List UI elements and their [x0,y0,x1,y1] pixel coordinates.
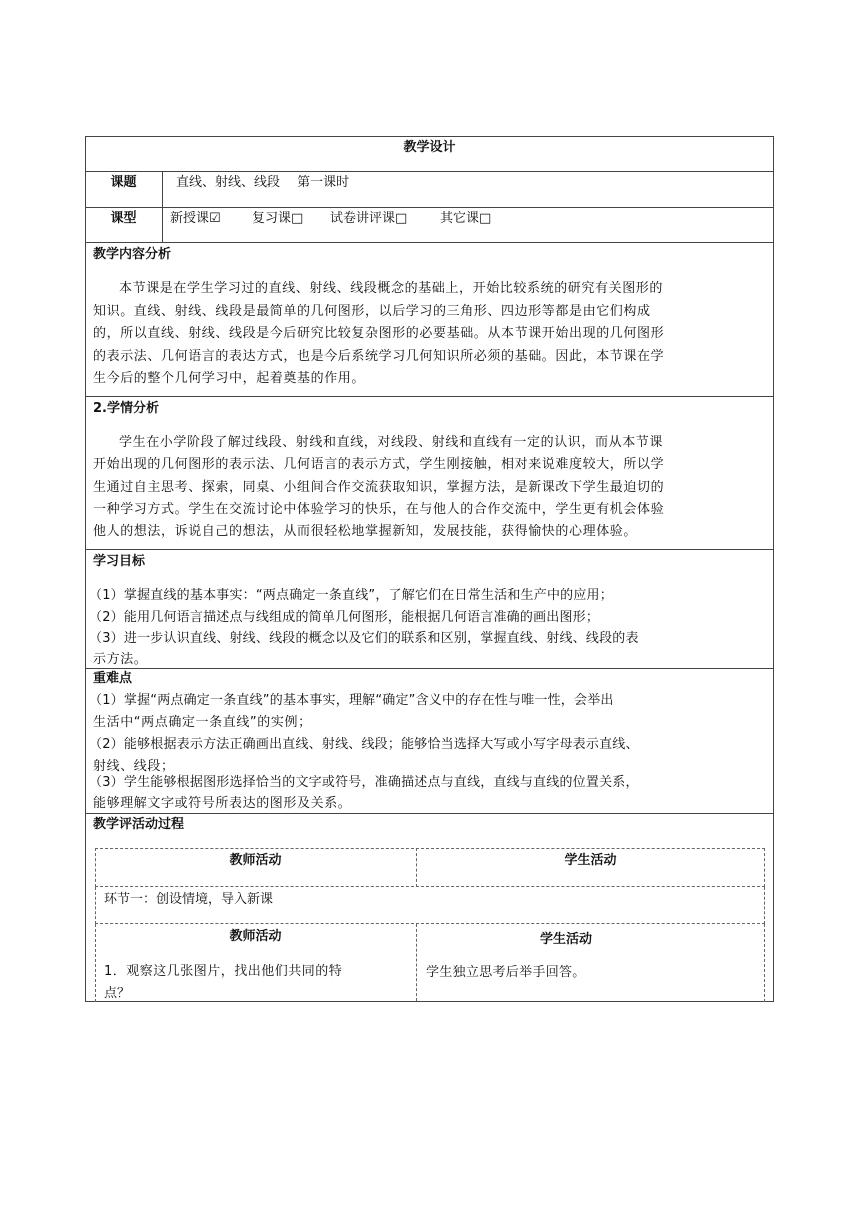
lesson-type-option: 试卷讲评课□ [330,211,408,226]
teacher-activity-header: 教师活动 [229,929,282,944]
teacher-activity-item: 点？ [104,986,131,1001]
objective-line: （2）能用几何语言描述点与线组成的简单几何图形，能根据几何语言准确的画出图形； [89,610,600,625]
section-heading-content-analysis: 教学内容分析 [93,247,172,262]
paragraph-line: 知识。直线、射线、线段是最简单的几何图形，以后学习的三角形、四边形等都是由它们构成 [93,304,651,319]
key-point-line: （3）学生能够根据图形选择恰当的文字或符号，准确描述点与直线，直线与直线的位置关系， [89,775,639,790]
paragraph-line: 开始出现的几何图形的表示法、几何语言的表示方式，学生刚接触，相对来说难度较大，所以学 [93,457,665,472]
paragraph-line: 的，所以直线、射线、线段是今后研究比较复杂图形的必要基础。从本节课开始出现的几何图形 [93,326,665,341]
step-one-label: 环节一：创设情境，导入新课 [104,892,274,907]
paragraph-line: 本节课是在学生学习过的直线、射线、线段概念的基础上，开始比较系统的研究有关图形的 [119,281,664,296]
row-divider [85,668,774,669]
paragraph-line: 生通过自主思考、探索，同桌、小组间合作交流获取知识，掌握方法，是新课改下学生最迫切的 [93,480,665,495]
section-heading-student-analysis: 2.学情分析 [93,401,159,416]
topic-label: 课题 [110,175,137,190]
objective-line: （1）掌握直线的基本事实：“两点确定一条直线”，了解它们在日常生活和生产中的应用； [89,588,613,603]
objective-line: （3）进一步认识直线、射线、线段的概念以及它们的联系和区别，掌握直线、射线、线段的表 [89,631,639,646]
student-activity-header: 学生活动 [564,853,617,868]
key-point-line: （1）掌握“两点确定一条直线”的基本事实，理解“确定”含义中的存在性与唯一性，会举出 [89,693,614,708]
paragraph-line: 生今后的整个几何学习中，起着奠基的作用。 [93,371,366,386]
student-activity-item: 学生独立思考后举手回答。 [426,965,586,980]
paragraph-line: 他人的想法，诉说自己的想法，从而很轻松地掌握新知，发展技能，获得愉快的心理体验。 [93,524,638,539]
lesson-type-label: 课型 [110,211,137,226]
section-heading-key-points: 重难点 [93,671,133,686]
key-point-line: 能够理解文字或符号所表达的图形及关系。 [93,796,352,811]
lesson-type-option: 其它课□ [440,211,492,226]
teacher-activity-item: 1．观察这几张图片，找出他们共同的特 [104,964,343,979]
topic-value: 直线、射线、线段 第一课时 [176,175,350,190]
lesson-type-option: 新授课☑ [170,211,221,226]
paragraph-line: 的表示法、几何语言的表达方式，也是今后系统学习几何知识所必须的基础。因此，本节课在学 [93,349,665,364]
page-title: 教学设计 [403,140,456,155]
row-divider [85,549,774,550]
key-point-line: （2）能够根据表示方法正确画出直线、射线、线段；能够恰当选择大写或小写字母表示直线、 [89,737,639,752]
section-heading-process: 教学评活动过程 [93,817,185,832]
teacher-activity-header: 教师活动 [229,853,282,868]
key-point-line: 射线、线段； [93,759,175,774]
paragraph-line: 一种学习方式。学生在交流讨论中体验学习的快乐，在与他人的合作交流中，学生更有机会体验 [93,502,665,517]
objective-line: 示方法。 [93,652,148,667]
row-divider [85,242,774,243]
student-activity-header: 学生活动 [539,932,592,947]
paragraph-line: 学生在小学阶段了解过线段、射线和直线，对线段、射线和直线有一定的认识，而从本节课 [119,435,664,450]
row-divider [85,396,774,397]
key-point-line: 生活中“两点确定一条直线”的实例； [93,715,312,730]
label-column-divider [162,171,163,242]
section-heading-objectives: 学习目标 [93,554,146,569]
lesson-type-option: 复习课□ [252,211,304,226]
